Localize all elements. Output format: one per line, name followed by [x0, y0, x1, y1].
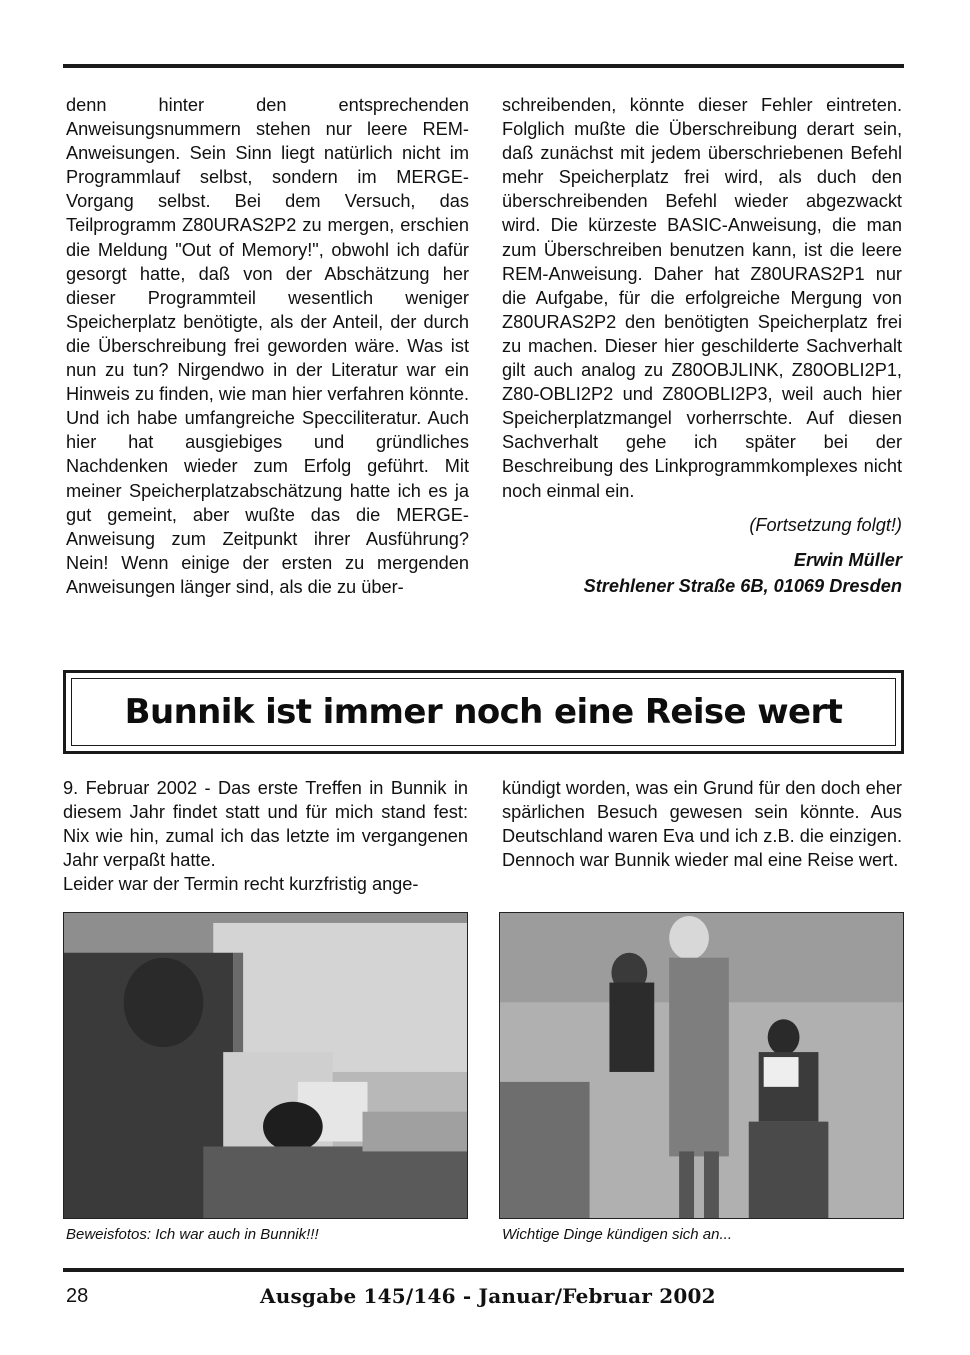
article-left-column	[66, 93, 469, 599]
photo-right-image	[500, 913, 903, 1218]
article-title: Bunnik ist immer noch eine Reise wert	[124, 692, 843, 732]
photo-right	[499, 912, 904, 1219]
bunnik-right-column	[502, 776, 902, 872]
article-heading-frame	[63, 670, 904, 754]
bunnik-paragraph-2: Leider war der Termin recht kurzfristig ange-	[63, 874, 419, 895]
bottom-rule	[63, 1268, 904, 1272]
bunnik-paragraph-1: 9. Februar 2002 - Das erste Treffen in Bunnik in diesem Jahr findet statt und für mich stand fest: Nix wie hin, zumal ich das letzte im vergangenen Jahr verpaßt hatte.	[63, 778, 468, 871]
top-rule	[63, 64, 904, 68]
article-right-column	[502, 93, 902, 599]
author-block	[502, 547, 902, 599]
page-number: 28	[66, 1285, 89, 1307]
photo-left-image	[64, 913, 467, 1218]
photo-left	[63, 912, 468, 1219]
bunnik-paragraph-3: kündigt worden, was ein Grund für den doch eher spärlichen Besuch gewesen sein könnte. Aus Deutschland waren Eva und ich z.B. die einzigen. Dennoch war Bunnik wieder mal eine Reise wert.	[502, 778, 902, 871]
photo-right-caption: Wichtige Dinge kündigen sich an...	[502, 1226, 732, 1243]
article-text-left: denn hinter den entsprechenden Anweisungsnummern stehen nur leere REM-Anweisungen. Sein Sinn liegt natürlich nicht im Programmlauf selbst, sondern im MERGE-Vorgang selbst. Bei dem Versuch, das Teilprogramm Z80URAS2P2 zu mergen, erschien die Meldung "Out of Memory!", obwohl ich dafür gesorgt hatte, daß von der Abschätzung her dieser Programmteil wesentlich weniger Speicherplatz benötigte, als der Anteil, der durch die Überschreibung frei geworden wäre. Was ist nun zu tun? Nirgendwo in der Literatur war ein Hinweis zu finden, wie man hier verfahren könnte. Und ich habe umfangreiche Specciliteratur. Auch hier hat ausgiebiges und gründliches Nachdenken wieder zum Erfolg geführt. Mit meiner Speicherplatzabschätzung hatte ich es ja gut gemeint, aber wußte das die MERGE-Anweisung zum Zeitpunkt ihrer Ausführung? Nein! Wenn einige der ersten zu mergenden Anweisungen länger sind, als die zu über-	[66, 95, 469, 597]
photo-left-caption: Beweisfotos: Ich war auch in Bunnik!!!	[66, 1226, 319, 1243]
continuation-note: (Fortsetzung folgt!)	[749, 514, 902, 535]
author-name: Erwin Müller	[793, 549, 902, 570]
article-text-right: schreibenden, könnte dieser Fehler eintreten. Folglich mußte die Überschreibung derart sein, daß zunächst mit jedem überschriebenen Befehl mehr Speicherplatz frei wird, als duch den überschreibenden Befehl wieder abgezwackt wird. Die kürzeste BASIC-Anweisung, die man zum Überschreiben benutzen kann, ist die leere REM-Anweisung. Daher hat Z80URAS2P1 nur die Aufgabe, für die erfolgreiche Mergung von Z80URAS2P2 den benötigten Speicherplatz frei zu machen. Dieser hier geschilderte Sachverhalt gilt auch analog zu Z80OBJLINK, Z80OBLI2P1, Z80-OBLI2P2 und Z80OBLI2P3, weil auch hier Speicherplatzmangel vorherrschte. Auf diesen Sachverhalt gehe ich später bei der Beschreibung des Linkprogrammkomplexes nicht noch einmal ein.	[502, 95, 902, 501]
issue-line: Ausgabe 145/146 - Januar/Februar 2002	[260, 1284, 716, 1308]
author-address: Strehlener Straße 6B, 01069 Dresden	[583, 575, 902, 596]
bunnik-left-column	[63, 776, 468, 896]
